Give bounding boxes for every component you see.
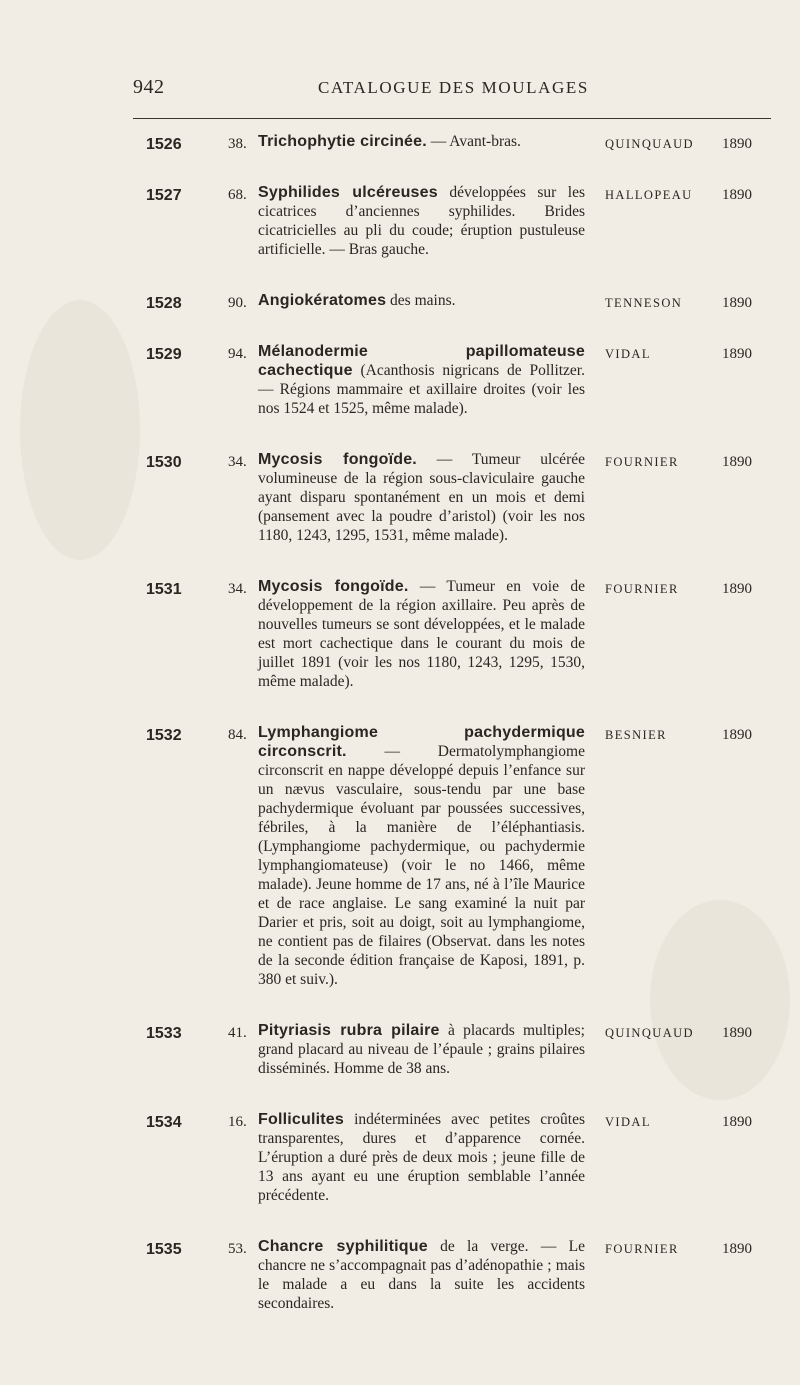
entry-title: Mycosis fongoïde. xyxy=(258,578,409,595)
entry-author: HALLOPEAU xyxy=(605,188,693,202)
entry-year: 1890 xyxy=(722,346,752,362)
entry-description xyxy=(258,1021,585,1078)
entry-author: FOURNIER xyxy=(605,1242,679,1256)
plate-number: 68. xyxy=(228,187,247,203)
entry-year: 1890 xyxy=(722,136,752,152)
entry-year: 1890 xyxy=(722,1241,752,1257)
catalogue-entry xyxy=(0,723,800,989)
entry-year: 1890 xyxy=(722,1025,752,1041)
entry-author: TENNESON xyxy=(605,296,683,310)
catalogue-entry xyxy=(0,577,800,691)
entry-title: Syphilides ulcéreuses xyxy=(258,184,438,201)
entry-number: 1535 xyxy=(146,1241,182,1258)
entry-title: Mélanodermie papillomateuse cachectique xyxy=(258,343,585,379)
catalogue-entry xyxy=(0,1110,800,1205)
entry-description xyxy=(258,577,585,691)
entry-number: 1528 xyxy=(146,295,182,312)
plate-number: 16. xyxy=(228,1114,247,1130)
entry-title: Lymphangiome pachydermique circonscrit. xyxy=(258,724,585,760)
entry-number: 1533 xyxy=(146,1025,182,1042)
catalogue-entry xyxy=(0,1021,800,1078)
entry-text: de la verge. — Le chancre ne s’accompagnait pas d’adénopathie ; mais le malade a eu dans la suite les accidents secondaires. xyxy=(258,1238,585,1312)
entry-title: Pityriasis rubra pilaire xyxy=(258,1022,440,1039)
entry-title: Angiokératomes xyxy=(258,292,387,309)
entry-year: 1890 xyxy=(722,727,752,743)
entry-text: — Avant-bras. xyxy=(426,133,521,150)
entry-number: 1527 xyxy=(146,187,182,204)
catalogue-entry xyxy=(0,291,800,310)
entry-author: FOURNIER xyxy=(605,455,679,469)
entry-description xyxy=(258,1237,585,1313)
entry-description xyxy=(258,723,585,989)
entry-number: 1532 xyxy=(146,727,182,744)
entry-description xyxy=(258,450,585,545)
entry-title: Chancre syphilitique xyxy=(258,1238,428,1255)
entry-author: VIDAL xyxy=(605,1115,651,1129)
entry-year: 1890 xyxy=(722,581,752,597)
entry-number: 1531 xyxy=(146,581,182,598)
entry-year: 1890 xyxy=(722,295,752,311)
entry-year: 1890 xyxy=(722,187,752,203)
catalogue-entry xyxy=(0,1237,800,1313)
entry-year: 1890 xyxy=(722,454,752,470)
running-title: CATALOGUE DES MOULAGES xyxy=(318,78,589,97)
entry-author: FOURNIER xyxy=(605,582,679,596)
entry-author: VIDAL xyxy=(605,347,651,361)
entry-text: (Acanthosis nigricans de Pollitzer. — Régions mammaire et axillaire droites (voir les nos 1524 et 1525, même malade). xyxy=(258,362,585,417)
plate-number: 90. xyxy=(228,295,247,311)
entry-description xyxy=(258,132,585,151)
entry-author: BESNIER xyxy=(605,728,667,742)
catalogue-entry xyxy=(0,183,800,259)
entry-title: Folliculites xyxy=(258,1111,344,1128)
plate-number: 34. xyxy=(228,454,247,470)
entry-text: — Tumeur ulcérée volumineuse de la région sous-claviculaire gauche ayant disparu spontanément en un mois et demi (pansement avec la poudre d’aristol) (voir les nos 1180, 1243, 1295, 1531, même malade). xyxy=(258,451,585,544)
plate-number: 84. xyxy=(228,727,247,743)
entry-text: — Tumeur en voie de développement de la région axillaire. Peu après de nouvelles tumeurs se sont développées, et le malade est mort cachectique dans le courant du mois de juillet 1891 (voir les nos 1180, 1243, 1295, 1530, même malade). xyxy=(258,578,585,690)
entry-text: des mains. xyxy=(386,292,456,309)
entry-description xyxy=(258,183,585,259)
page-header xyxy=(133,76,753,104)
entry-text: indéterminées avec petites croûtes transparentes, dures et d’apparence cornée. L’éruption a duré près de deux mois ; jeune fille de 13 ans ayant eu une éruption semblable l’année précédente. xyxy=(258,1111,585,1204)
entry-author: QUINQUAUD xyxy=(605,137,694,151)
plate-number: 38. xyxy=(228,136,247,152)
entry-number: 1530 xyxy=(146,454,182,471)
plate-number: 41. xyxy=(228,1025,247,1041)
entry-text: à placards multiples; grand placard au niveau de l’épaule ; grains pilaires disséminés. Homme de 38 ans. xyxy=(258,1022,585,1077)
catalogue-entries xyxy=(0,132,800,1345)
entry-title: Trichophytie circinée. xyxy=(258,133,427,150)
page-number: 942 xyxy=(133,76,165,98)
entry-year: 1890 xyxy=(722,1114,752,1130)
entry-text: — Dermatolymphangiome circonscrit en nappe développé depuis l’enfance sur un nævus vasculaire, sous-tendu par une base pachydermique évoluant par poussées successives, fébriles, à la manière de l’éléphantiasis. (Lymphangiome pachydermique, ou pachydermie lymphangiomateuse) (voir le no 1466, même malade). Jeune homme de 17 ans, né à l’île Maurice et de race anglaise. Le sang examiné la nuit par Darier et pris, soit au doigt, soit au lymphangiome, ne contient pas de filaires (Observat. dans les notes de la seconde édition française de Kaposi, 1891, p. 380 et suiv.). xyxy=(258,743,585,988)
entry-text: développées sur les cicatrices d’anciennes syphilides. Brides cicatricielles au pli du coude; éruption pustuleuse artificielle. — Bras gauche. xyxy=(258,184,585,258)
header-rule xyxy=(133,118,771,119)
entry-number: 1529 xyxy=(146,346,182,363)
catalogue-entry xyxy=(0,450,800,545)
entry-description xyxy=(258,342,585,418)
entry-author: QUINQUAUD xyxy=(605,1026,694,1040)
entry-number: 1526 xyxy=(146,136,182,153)
entry-description xyxy=(258,1110,585,1205)
entry-title: Mycosis fongoïde. xyxy=(258,451,417,468)
plate-number: 94. xyxy=(228,346,247,362)
plate-number: 34. xyxy=(228,581,247,597)
entry-number: 1534 xyxy=(146,1114,182,1131)
catalogue-entry xyxy=(0,132,800,151)
entry-description xyxy=(258,291,585,310)
catalogue-entry xyxy=(0,342,800,418)
plate-number: 53. xyxy=(228,1241,247,1257)
